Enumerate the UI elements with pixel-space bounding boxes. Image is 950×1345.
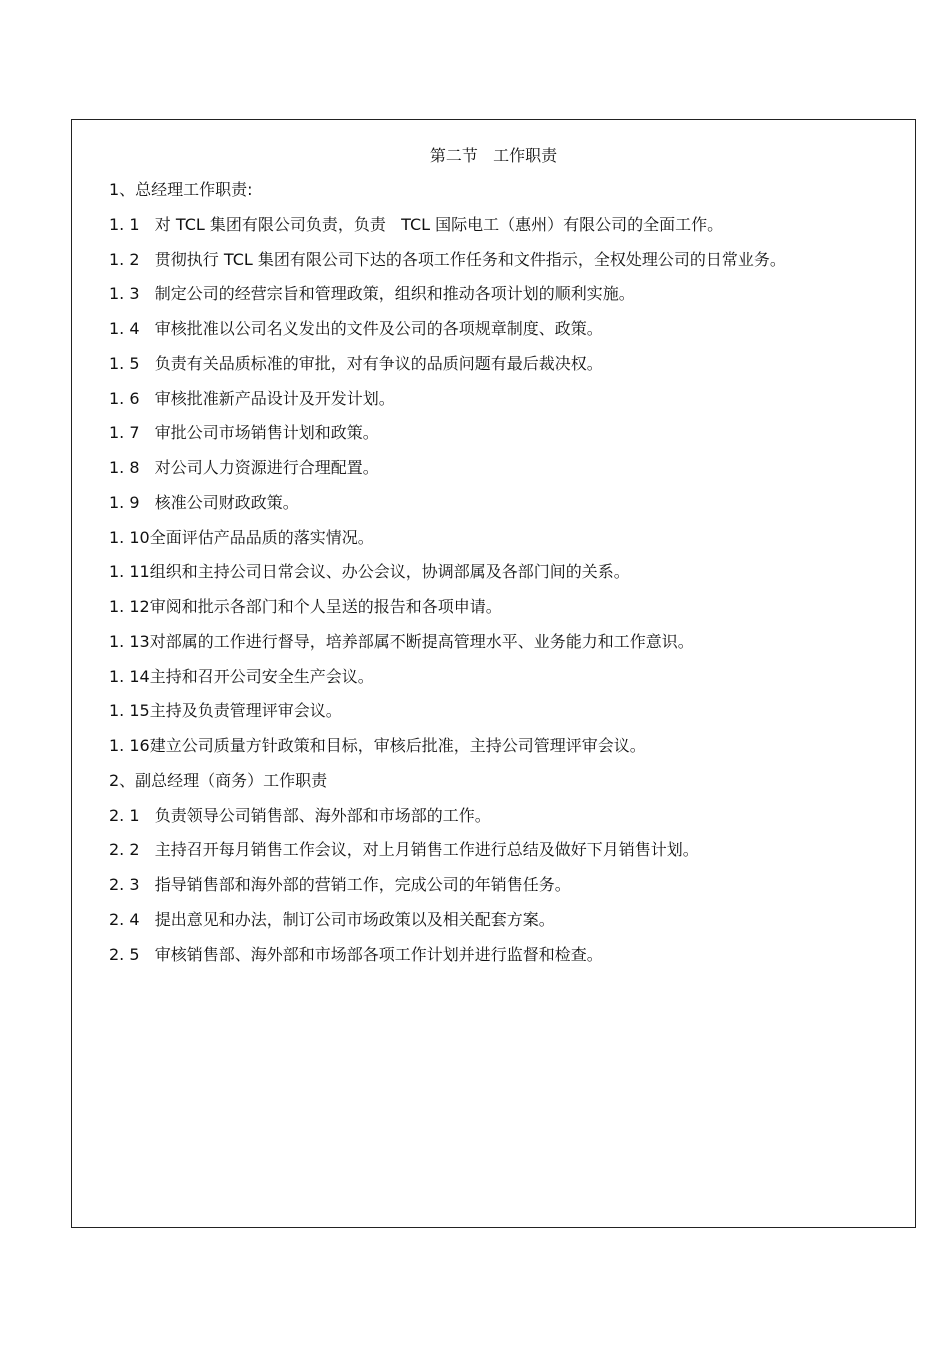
duty-item: 2. 5 审核销售部、海外部和市场部各项工作计划并进行监督和检查。 (109, 944, 603, 964)
duty-item: 1. 16建立公司质量方针政策和目标，审核后批准，主持公司管理评审会议。 (109, 736, 646, 755)
duty-item: 1. 9 核准公司财政政策。 (109, 492, 299, 512)
duty-item: 1. 6 审核批准新产品设计及开发计划。 (109, 388, 395, 408)
duty-item: 1. 11组织和主持公司日常会议、办公会议，协调部属及各部门间的关系。 (109, 562, 630, 582)
duty-list (109, 179, 909, 978)
duty-heading-deputy-manager: 2、副总经理（商务）工作职责 (109, 770, 328, 790)
duty-item: 1. 2 贯彻执行 TCL 集团有限公司下达的各项工作任务和文件指示，全权处理公司的日常业务。 (109, 249, 786, 269)
duty-item: 1. 15主持及负责管理评审会议。 (109, 701, 342, 721)
duty-item: 1. 8 对公司人力资源进行合理配置。 (109, 458, 379, 477)
duty-item: 2. 3 指导销售部和海外部的营销工作，完成公司的年销售任务。 (109, 875, 571, 894)
duty-item: 1. 7 审批公司市场销售计划和政策。 (109, 423, 379, 443)
duty-item: 1. 3 制定公司的经营宗旨和管理政策，组织和推动各项计划的顺利实施。 (109, 284, 635, 304)
duty-item: 1. 5 负责有关品质标准的审批，对有争议的品质问题有最后裁决权。 (109, 353, 603, 373)
duty-item: 2. 4 提出意见和办法，制订公司市场政策以及相关配套方案。 (109, 909, 555, 929)
duty-item: 1. 14主持和召开公司安全生产会议。 (109, 666, 374, 686)
duty-item: 1. 12审阅和批示各部门和个人呈送的报告和各项申请。 (109, 597, 502, 616)
duty-item: 1. 13对部属的工作进行督导，培养部属不断提高管理水平、业务能力和工作意识。 (109, 631, 694, 651)
section-title: 第二节 工作职责 (429, 146, 558, 165)
duty-item: 1. 1 对 TCL 集团有限公司负责，负责 TCL 国际电工（惠州）有限公司的全面工作。 (109, 214, 724, 234)
duty-item: 2. 1 负责领导公司销售部、海外部和市场部的工作。 (109, 805, 491, 825)
document-frame (71, 119, 916, 1228)
duty-item: 1. 4 审核批准以公司名义发出的文件及公司的各项规章制度、政策。 (109, 319, 603, 338)
duty-heading-general-manager: 1、总经理工作职责: (109, 180, 253, 199)
duty-item: 2. 2 主持召开每月销售工作会议，对上月销售工作进行总结及做好下月销售计划。 (109, 840, 699, 860)
duty-item: 1. 10全面评估产品品质的落实情况。 (109, 527, 374, 547)
